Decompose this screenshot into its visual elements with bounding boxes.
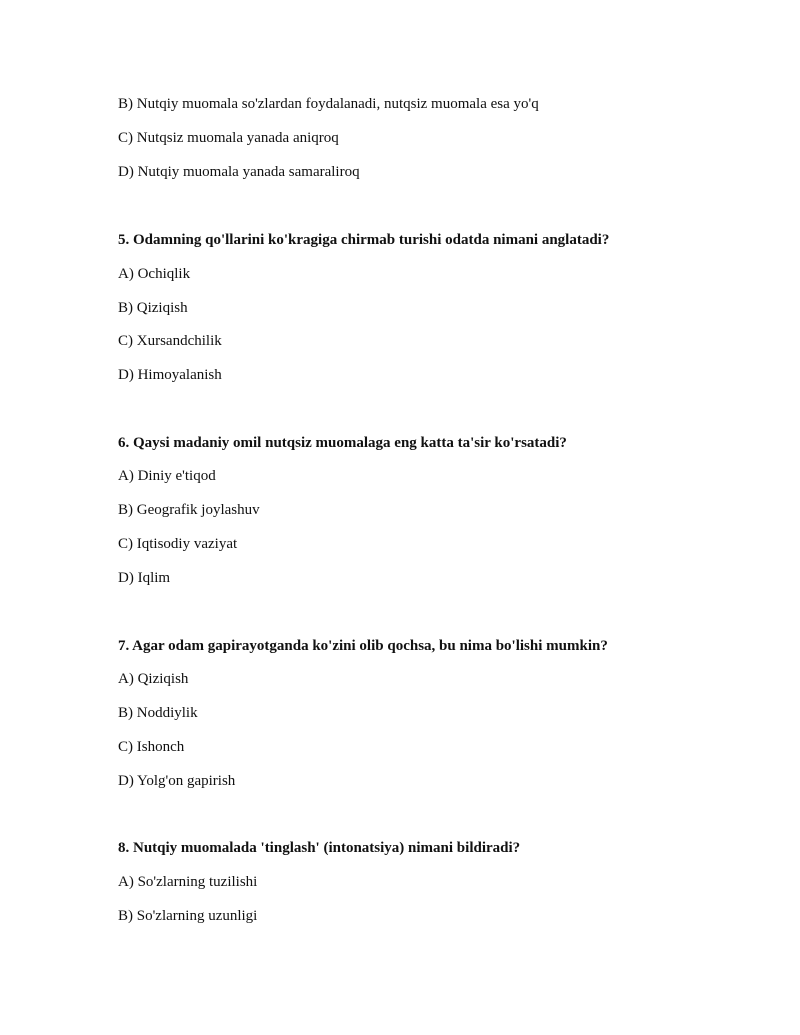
question-5-option-d: D) Himoyalanish	[118, 367, 222, 383]
question-6-option-a: A) Diniy e'tiqod	[118, 468, 216, 484]
option-c: C) Nutqsiz muomala yanada aniqroq	[118, 130, 339, 146]
question-8-option-b: B) So'zlarning uzunligi	[118, 908, 258, 924]
question-8-option-a: A) So'zlarning tuzilishi	[118, 874, 258, 890]
question-6-option-c: C) Iqtisodiy vaziyat	[118, 536, 238, 552]
question-5-option-a: A) Ochiqlik	[118, 266, 191, 282]
option-b: B) Nutqiy muomala so'zlardan foydalanadi, nutqsiz muomala esa yo'q	[118, 96, 539, 112]
question-6-option-b: B) Geografik joylashuv	[118, 502, 260, 518]
question-7-option-d: D) Yolg'on gapirish	[118, 773, 236, 789]
question-5: 5. Odamning qo'llarini ko'kragiga chirmab turishi odatda nimani anglatadi?	[118, 232, 610, 248]
question-7: 7. Agar odam gapirayotganda ko'zini olib qochsa, bu nima bo'lishi mumkin?	[118, 638, 608, 654]
question-5-option-b: B) Qiziqish	[118, 300, 188, 316]
question-6-option-d: D) Iqlim	[118, 570, 171, 586]
question-7-option-c: C) Ishonch	[118, 739, 185, 755]
question-6: 6. Qaysi madaniy omil nutqsiz muomalaga eng katta ta'sir ko'rsatadi?	[118, 435, 567, 451]
question-7-option-b: B) Noddiylik	[118, 705, 198, 721]
question-8: 8. Nutqiy muomalada 'tinglash' (intonatsiya) nimani bildiradi?	[118, 840, 521, 856]
question-5-option-c: C) Xursandchilik	[118, 333, 222, 349]
question-7-option-a: A) Qiziqish	[118, 671, 189, 687]
option-d: D) Nutqiy muomala yanada samaraliroq	[118, 164, 360, 180]
